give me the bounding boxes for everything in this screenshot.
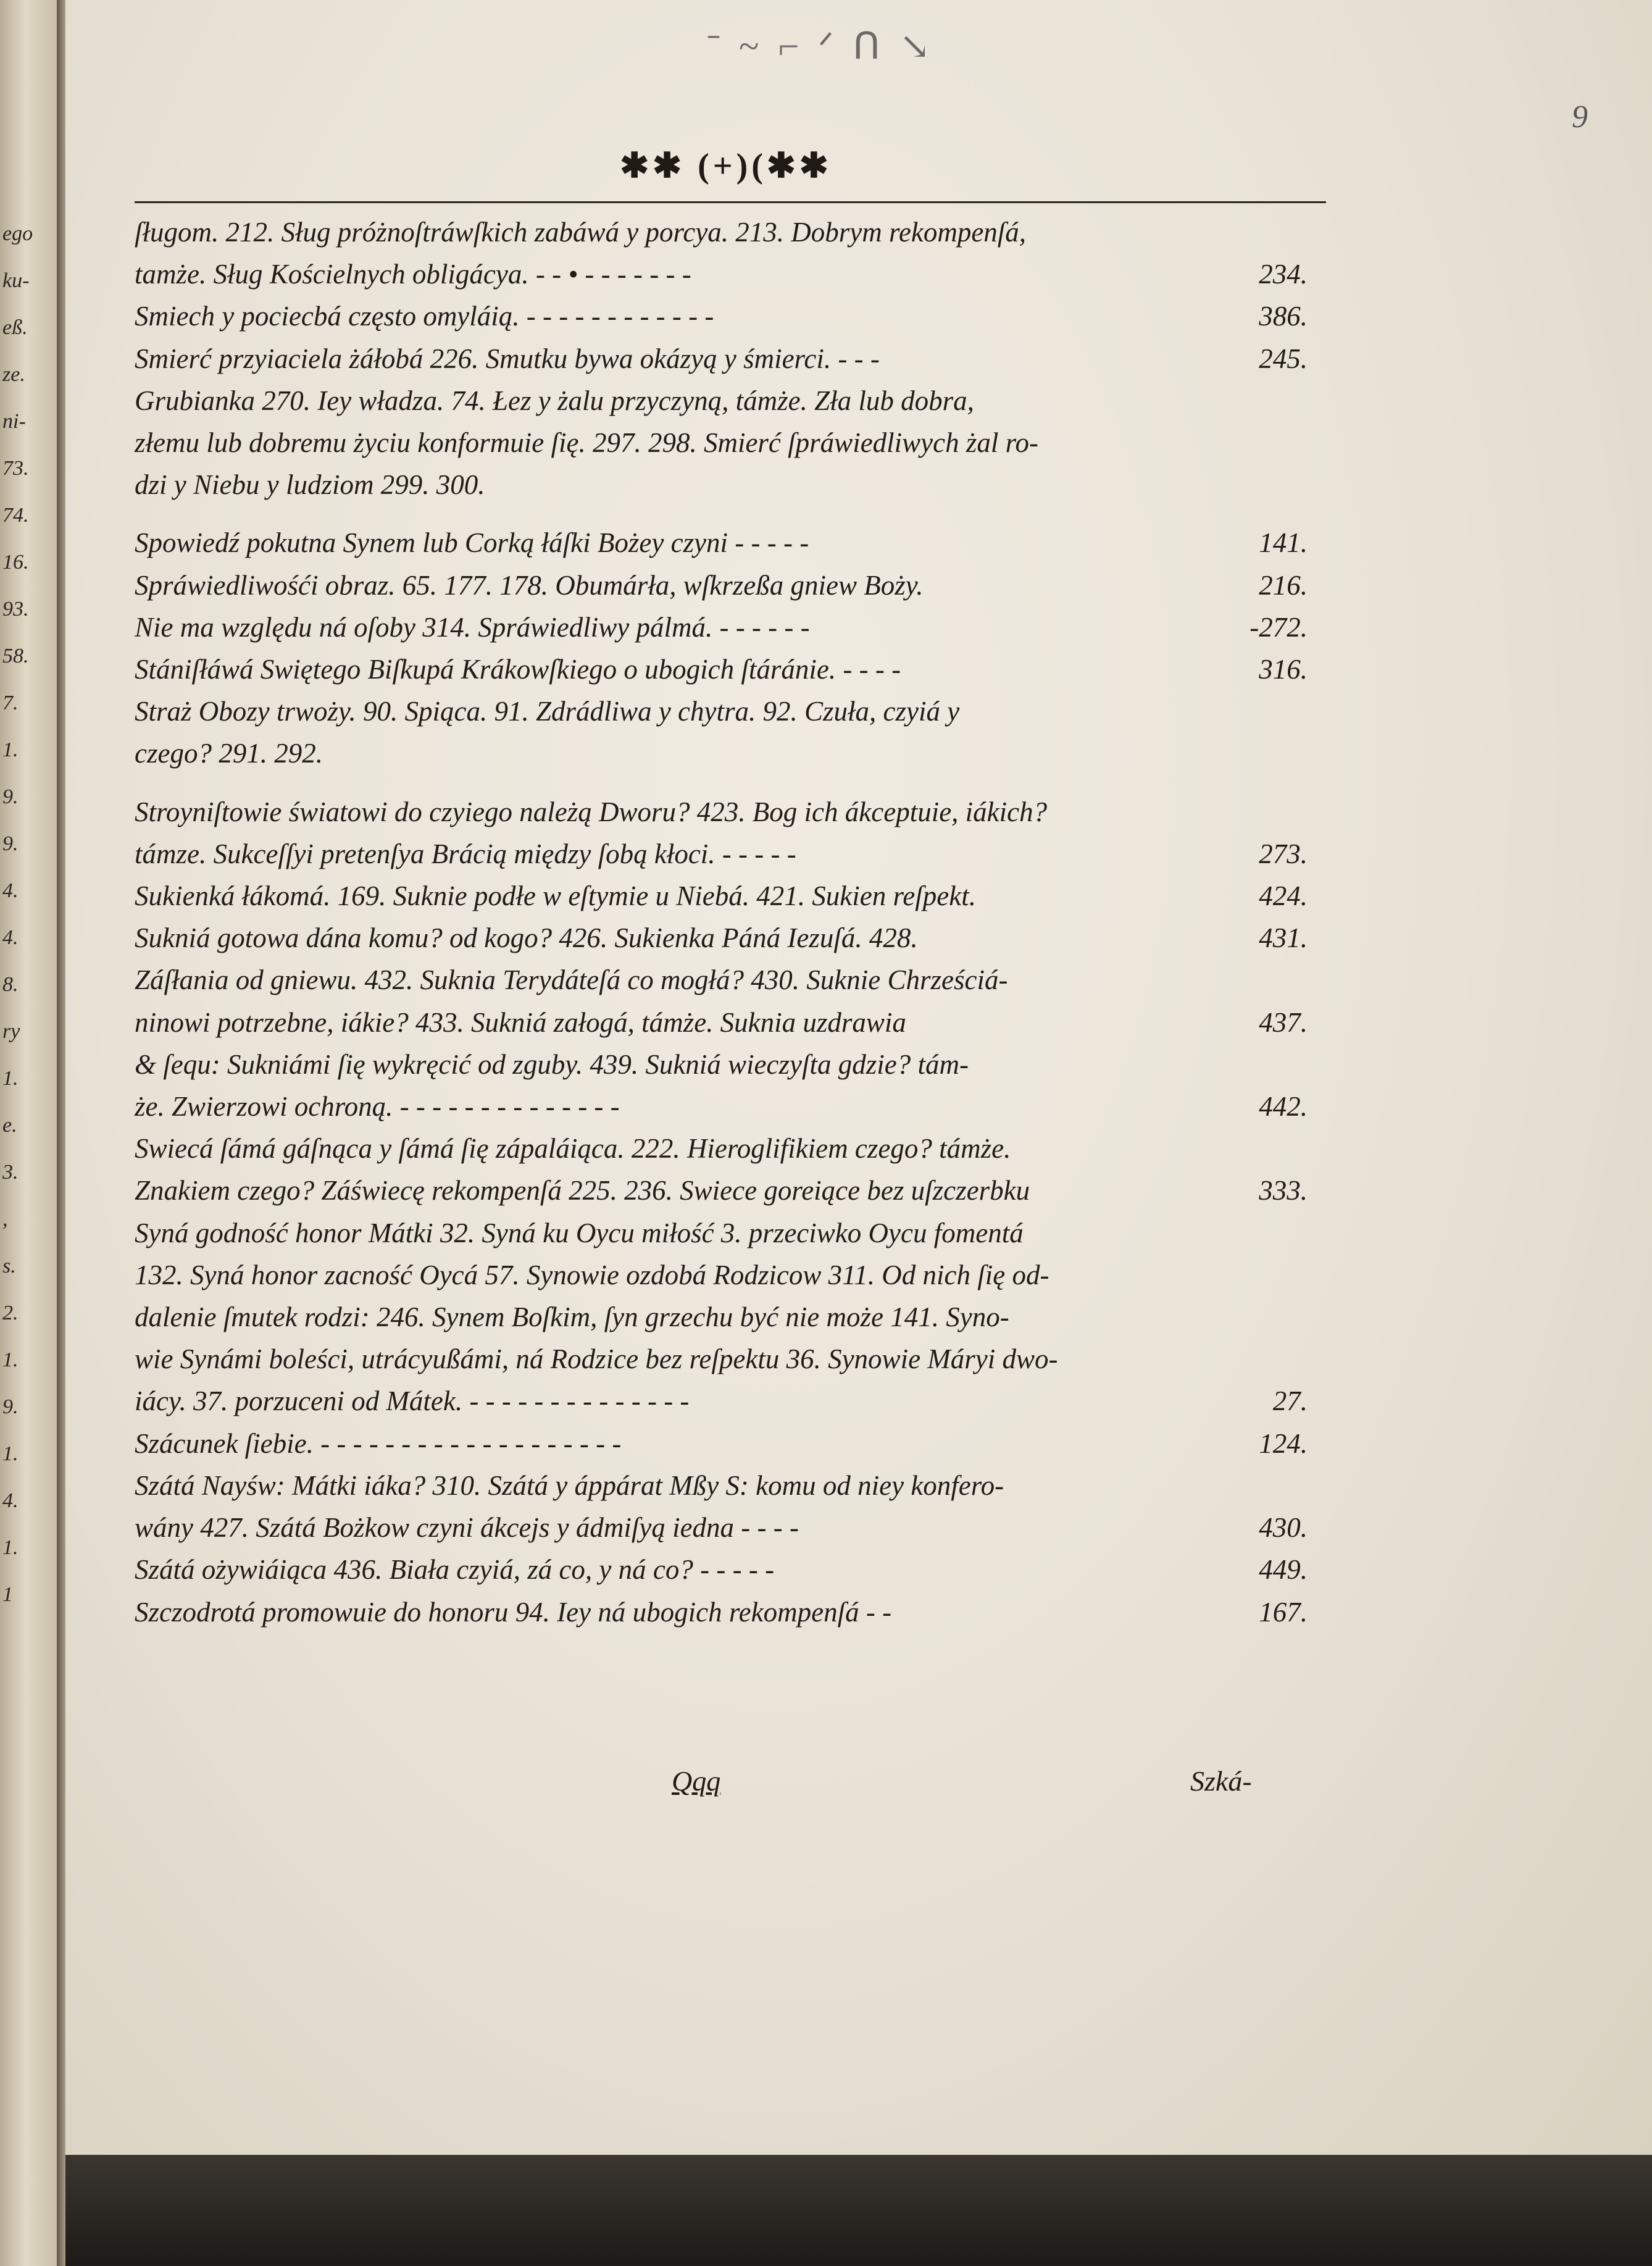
- facing-page-fragment: 7.: [2, 692, 19, 714]
- facing-page-fragment: ,: [2, 1208, 8, 1231]
- index-line-page-ref: 273.: [1259, 838, 1308, 869]
- book-gutter: [57, 0, 65, 2266]
- index-line-text: Stániſłáwá Swiętego Biſkupá Krákowſkiego o ubogich ſtáránie. - - - -: [135, 654, 901, 685]
- index-line-text: dalenie ſmutek rodzi: 246. Synem Boſkim, ſyn grzechu być nie może 141. Syno-: [135, 1302, 1009, 1333]
- index-line: [135, 253, 1308, 295]
- index-line-text: Spráwiedliwośći obraz. 65. 177. 178. Obumárła, wſkrzeßa gniew Boży.: [135, 569, 924, 601]
- facing-page-fragment: e.: [2, 1114, 17, 1137]
- facing-page-fragment: 93.: [2, 598, 29, 621]
- index-line-page-ref: 430.: [1259, 1512, 1308, 1544]
- facing-page-fragment: 1.: [2, 1067, 19, 1090]
- index-line-text: Spowiedź pokutna Synem lub Corką łáſki Bożey czyni - - - - -: [135, 527, 809, 559]
- index-line-page-ref: 437.: [1259, 1006, 1308, 1038]
- index-line: [135, 791, 1308, 833]
- index-line: [135, 732, 1308, 774]
- index-line-text: wie Synámi boleści, utrácyußámi, ná Rodzice bez reſpektu 36. Synowie Máryi dwo-: [135, 1344, 1058, 1375]
- index-line-text: Stroyniſtowie światowi do czyiego należą Dworu? 423. Bog ich ákceptuie, iákich?: [135, 796, 1048, 827]
- facing-page-fragment: 4.: [2, 879, 19, 902]
- facing-page-fragment: 1.: [2, 1536, 19, 1559]
- book-page: [65, 0, 1652, 2159]
- facing-page-fragment: 73.: [2, 457, 29, 480]
- index-line: [135, 1338, 1308, 1380]
- index-line: [135, 606, 1308, 648]
- index-line-text: & ſequ: Sukniámi ſię wykręcić od zguby. 439. Sukniá wieczyſta gdzie? tám-: [135, 1048, 969, 1080]
- index-line-page-ref: 442.: [1259, 1091, 1308, 1123]
- facing-page-fragment: ku-: [2, 269, 30, 292]
- index-line: [135, 1380, 1308, 1422]
- index-line-page-ref: 316.: [1259, 654, 1308, 685]
- facing-page-fragment: 9.: [2, 832, 19, 855]
- index-line-text: Znakiem czego? Záświecę rekompenſá 225. 236. Swiece goreiące bez uſzczerbku: [135, 1175, 1030, 1206]
- facing-page-fragment: 9.: [2, 1395, 19, 1418]
- index-line-text: Grubianka 270. Iey władza. 74. Łez y żalu przyczyną, támże. Zła lub dobra,: [135, 385, 974, 416]
- facing-page-fragment: s.: [2, 1255, 16, 1277]
- index-line-text: iácy. 37. porzuceni od Mátek. - - - - - - - - - - - - - -: [135, 1386, 690, 1417]
- index-line-text: złemu lub dobremu życiu konformuie ſię. 297. 298. Smierć ſpráwiedliwych żal ro-: [135, 427, 1038, 459]
- facing-page-fragment: 4.: [2, 1489, 19, 1512]
- index-line: [135, 564, 1308, 606]
- index-line-text: támze. Sukceſſyi pretenſya Brácią między ſobą kłoci. - - - - -: [135, 838, 796, 869]
- index-line: [135, 1296, 1308, 1338]
- index-line-page-ref: 245.: [1259, 343, 1308, 374]
- facing-page-fragment: 3.: [2, 1161, 19, 1184]
- index-line: [135, 338, 1308, 380]
- index-line: [135, 690, 1308, 732]
- signature-mark: Qqq: [672, 1765, 721, 1797]
- facing-page-fragment: 4.: [2, 926, 19, 949]
- index-line-page-ref: 167.: [1259, 1596, 1308, 1628]
- index-line-text: Záſłania od gniewu. 432. Suknia Terydáteſá co mogłá? 430. Suknie Chrześciá-: [135, 964, 1008, 996]
- index-line-text: Straż Obozy trwoży. 90. Spiąca. 91. Zdrádliwa y chytra. 92. Czuła, czyiá y: [135, 696, 960, 727]
- index-line: [135, 1254, 1308, 1296]
- index-line-text: tamże. Sług Kościelnych obligácya. - - • - - - - - - -: [135, 259, 691, 290]
- index-line-page-ref: 124.: [1259, 1428, 1308, 1459]
- index-line-page-ref: 141.: [1259, 527, 1308, 559]
- facing-page-fragment: 9.: [2, 785, 19, 808]
- index-line-page-ref: 333.: [1259, 1175, 1308, 1206]
- facing-page-fragment: 1.: [2, 1442, 19, 1465]
- index-line: [135, 1001, 1308, 1043]
- index-line-text: ſługom. 212. Sług próżnoſtráwſkich zabáwá y porcya. 213. Dobrym rekompenſá,: [135, 217, 1027, 248]
- facing-page-fragment: 1: [2, 1583, 13, 1606]
- index-line-page-ref: 27.: [1272, 1386, 1308, 1417]
- index-line: [135, 1169, 1308, 1211]
- index-line-text: Swiecá ſámá gáſnąca y ſámá ſię zápaláiąca. 222. Hieroglifikiem czego? támże.: [135, 1133, 1011, 1164]
- index-line: [135, 522, 1308, 564]
- index-line-text: Szátá Nayśw: Mátki iáka? 310. Szátá y áppárat Mßy S: komu od niey konfero-: [135, 1470, 1004, 1501]
- index-line-text: Szczodrotá promowuie do honoru 94. Iey ná ubogich rekompenſá - -: [135, 1596, 892, 1628]
- index-line-text: wány 427. Szátá Bożkow czyni ákcejs y ádmiſyą iedna - - - -: [135, 1512, 799, 1544]
- index-line: [135, 1127, 1308, 1169]
- index-line-page-ref: 234.: [1259, 259, 1308, 290]
- index-line-page-ref: -272.: [1249, 611, 1308, 643]
- index-line-text: ninowi potrzebne, iákie? 433. Sukniá załogá, támże. Suknia uzdrawia: [135, 1006, 906, 1038]
- index-line: [135, 464, 1308, 506]
- footer-row: [135, 1765, 1308, 1802]
- index-line-page-ref: 431.: [1259, 922, 1308, 954]
- index-line: [135, 380, 1308, 422]
- index-line: [135, 917, 1308, 959]
- index-line-page-ref: 216.: [1259, 569, 1308, 601]
- index-line-page-ref: 424.: [1259, 880, 1308, 912]
- facing-page-fragment: 16.: [2, 551, 29, 574]
- index-line: [135, 959, 1308, 1001]
- facing-page-fragment: 8.: [2, 973, 19, 996]
- facing-page-fragment: 2.: [2, 1302, 19, 1324]
- index-line: [135, 422, 1308, 464]
- index-line-text: Sukienká łákomá. 169. Suknie podłe w eſtymie u Niebá. 421. Sukien reſpekt.: [135, 880, 976, 912]
- index-line: [135, 875, 1308, 917]
- index-line: [135, 1423, 1308, 1465]
- index-line: [135, 1465, 1308, 1507]
- index-line-text: dzi y Niebu y ludziom 299. 300.: [135, 469, 485, 501]
- facing-page-fragment: 74.: [2, 504, 29, 527]
- facing-page-fragment: eß.: [2, 316, 28, 339]
- facing-page-fragment: 1.: [2, 1348, 19, 1371]
- facing-page-fragment: 58.: [2, 645, 29, 667]
- facing-page-edge: [0, 0, 59, 2266]
- header-ornament: ✱✱ (+)(✱✱: [620, 147, 832, 185]
- index-line: [135, 1212, 1308, 1254]
- index-line: [135, 295, 1308, 337]
- header-rule: [135, 201, 1326, 203]
- index-line: [135, 1043, 1308, 1085]
- index-line: [135, 1507, 1308, 1549]
- index-line-text: Nie ma względu ná oſoby 314. Spráwiedliwy pálmá. - - - - - -: [135, 611, 810, 643]
- facing-page-fragment: ego: [2, 222, 33, 245]
- background-surface: [65, 2155, 1652, 2266]
- facing-page-fragment: ni-: [2, 410, 26, 433]
- index-line: [135, 648, 1308, 690]
- index-text: [135, 211, 1308, 1633]
- index-line-page-ref: 449.: [1259, 1554, 1308, 1586]
- index-line-page-ref: 386.: [1259, 301, 1308, 332]
- index-line-text: Szácunek ſiebie. - - - - - - - - - - - - - - - - - - -: [135, 1428, 622, 1459]
- top-marks: ˉ ~ ⌐ ᐟ ᑎ ↘: [707, 26, 935, 67]
- index-line-text: 132. Syná honor zacność Oycá 57. Synowie ozdobá Rodzicow 311. Od nich ſię od-: [135, 1259, 1049, 1290]
- index-line-text: że. Zwierzowi ochroną. - - - - - - - - - - - - - -: [135, 1091, 620, 1123]
- index-line-text: Syná godność honor Mátki 32. Syná ku Oycu miłość 3. przeciwko Oycu fomentá: [135, 1217, 1024, 1248]
- index-line: [135, 833, 1308, 875]
- index-line: [135, 1591, 1308, 1633]
- index-line-text: Smiech y pociecbá często omyláią. - - - - - - - - - - - -: [135, 301, 714, 332]
- index-line-text: Smierć przyiaciela żáłobá 226. Smutku bywa okázyą y śmierci. - - -: [135, 343, 880, 374]
- index-line: [135, 1085, 1308, 1127]
- facing-page-fragment: ze.: [2, 363, 25, 386]
- catchword: Szká-: [1190, 1765, 1252, 1797]
- facing-page-fragment: ry: [2, 1020, 20, 1043]
- index-line-text: Sukniá gotowa dána komu? od kogo? 426. Sukienka Páná Iezuſá. 428.: [135, 922, 918, 954]
- index-line: [135, 1549, 1308, 1591]
- page-number: 9: [1572, 99, 1588, 135]
- index-line: [135, 211, 1308, 253]
- index-line-text: Szátá ożywiáiąca 436. Biała czyiá, zá co, y ná co? - - - - -: [135, 1554, 775, 1586]
- facing-page-fragment: 1.: [2, 738, 19, 761]
- index-line-text: czego? 291. 292.: [135, 738, 323, 769]
